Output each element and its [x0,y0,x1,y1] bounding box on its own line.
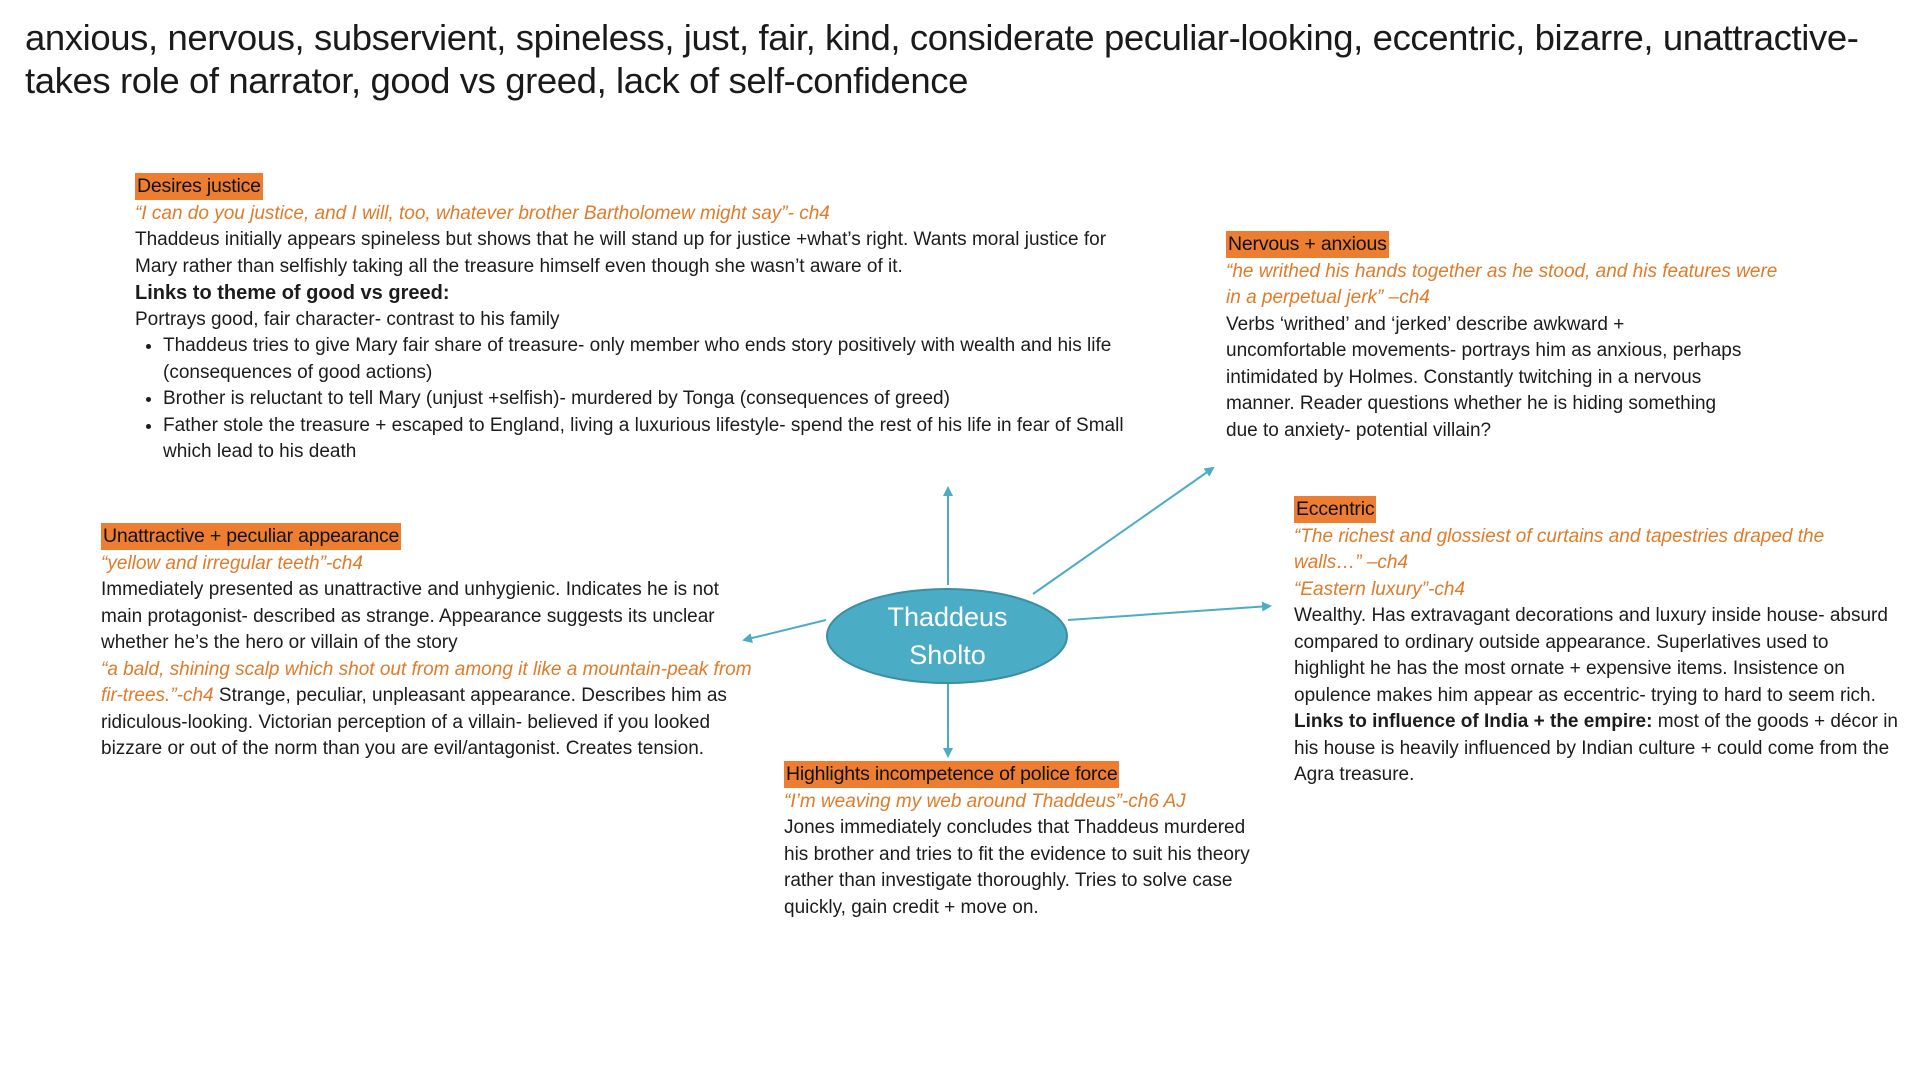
justice-links-intro: Portrays good, fair character- contrast to his family [135,308,560,330]
arrow-right [1068,606,1270,620]
justice-text: Thaddeus initially appears spineless but shows that he will stand up for justice +what’s right. Wants moral justice for Mary rather than selfishly taking all the treasure himself even though she wasn’t aware of it. [135,229,1107,277]
justice-links-heading: Links to theme of good vs greed: [135,282,450,304]
police-quote: “I’m weaving my web around Thaddeus”-ch6 AJ [784,790,1186,812]
eccentric-quote-2: “Eastern luxury”-ch4 [1294,578,1466,600]
justice-bullet: • Brother is reluctant to tell Mary (unjust +selfish)- murdered by Tonga (consequences of greed) [163,386,1140,413]
unattractive-text-2: Strange, peculiar, unpleasant appearance. Describes him as ridiculous-looking. Victorian perception of a villain- believed if you looked bizzare or out of the norm than you are evil/antagonist. Creates tension. [101,685,727,759]
eccentric-text: Wealthy. Has extravagant decorations and luxury inside house- absurd compared to ordinary outside appearance. Superlatives used to highlight he has the most ornate + expensive items. Insistence on opulence makes him appear as eccentric- trying to hard to seem rich. [1294,605,1888,706]
unattractive-quote-2: “a bald, shining scalp which shot out from among it like a mountain-peak from fir-trees.”-ch4 [101,658,752,706]
justice-bullet: • Father stole the treasure + escaped to England, living a luxurious lifestyle- spend the rest of his life in fear of Small which lead to his death [163,413,1140,466]
unattractive-quote-1: “yellow and irregular teeth”-ch4 [101,552,363,574]
nervous-quote: “he writhed his hands together as he stood, and his features were in a perpetual jerk” –ch4 [1226,260,1778,308]
arrow-up-right [1033,468,1213,594]
unattractive-title: Unattractive + peculiar appearance [101,523,401,550]
eccentric-title: Eccentric [1294,496,1376,523]
center-node-label [826,588,1069,684]
police-title: Highlights incompetence of police force [784,761,1119,788]
eccentric-quote-1: “The richest and glossiest of curtains and tapestries draped the walls…” –ch4 [1294,525,1825,573]
nervous-section [1226,231,1786,444]
unattractive-section [101,523,761,763]
justice-title: Desires justice [135,173,263,200]
justice-bullet: • Thaddeus tries to give Mary fair share of treasure- only member who ends story positively with wealth and his life (consequences of good actions) [163,333,1140,386]
nervous-title: Nervous + anxious [1226,231,1389,258]
eccentric-section [1294,496,1898,789]
justice-quote: “I can do you justice, and I will, too, whatever brother Bartholomew might say”- ch4 [135,202,830,224]
eccentric-links-text: most of the goods + décor in his house is heavily influenced by Indian culture + could come from the Agra treasure. [1294,711,1898,785]
justice-section [135,173,1140,466]
justice-bullets [135,333,1140,466]
title-line-2: takes role of narrator, good vs greed, lack of self-confidence [25,60,968,101]
center-line-1: Thaddeus [887,602,1008,632]
police-text: Jones immediately concludes that Thaddeus murdered his brother and tries to fit the evidence to suit his theory rather than investigate thoroughly. Tries to solve case quickly, gain credit + move on. [784,817,1250,918]
center-line-2: Sholto [909,640,986,670]
nervous-text: Verbs ‘writhed’ and ‘jerked’ describe awkward + uncomfortable movements- portrays him as anxious, perhaps intimidated by Holmes. Constantly twitching in a nervous manner. Reader questions whether he is hiding something due to anxiety- potential villain? [1226,313,1742,441]
police-section [784,761,1254,921]
title-line-1: anxious, nervous, subservient, spineless, just, fair, kind, considerate peculiar-looking, eccentric, bizarre, unattractive- [25,17,1859,58]
unattractive-text-1: Immediately presented as unattractive and unhygienic. Indicates he is not main protagonist- described as strange. Appearance suggests its unclear whether he’s the hero or villain of the story [101,579,719,653]
eccentric-links-heading: Links to influence of India + the empire: [1294,711,1653,732]
